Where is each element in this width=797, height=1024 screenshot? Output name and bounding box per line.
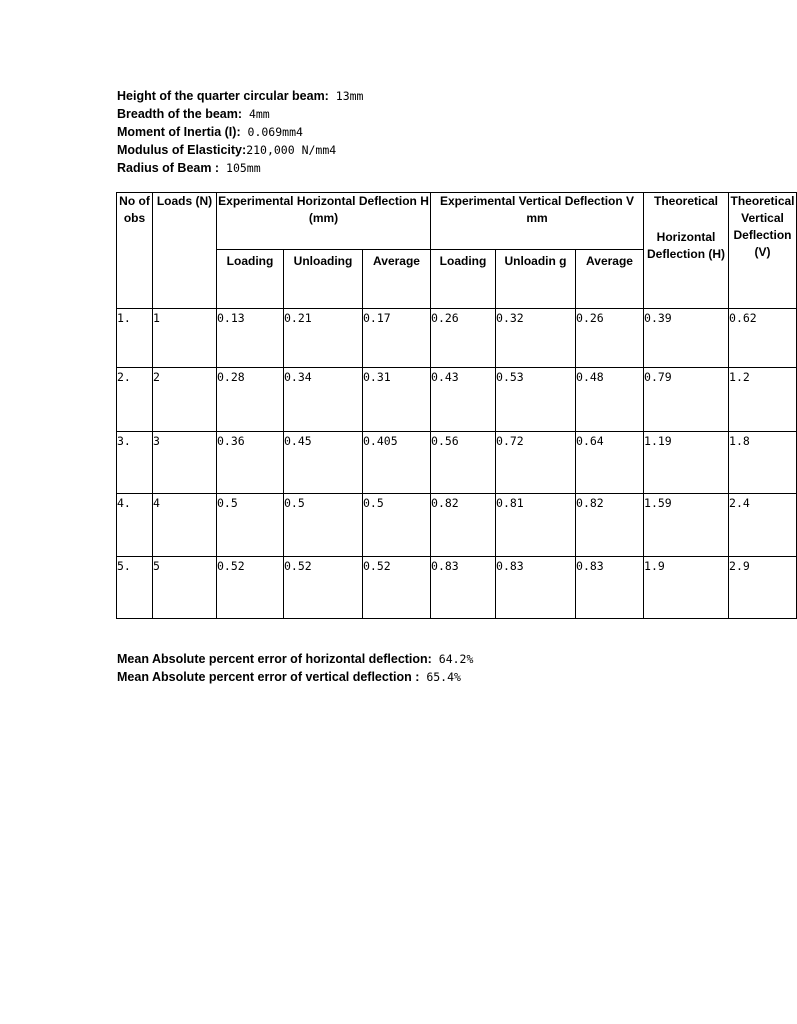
subheader-label: Loading (226, 254, 274, 268)
header-theoretical-sub: Horizontal Deflection (H) (647, 230, 726, 261)
cell-h-loading: 0.13 (217, 309, 284, 368)
cell-v-unloading: 0.83 (496, 557, 576, 619)
header-v-average (576, 250, 644, 309)
table-header-row (117, 193, 797, 250)
cell-obs: 2. (117, 368, 153, 432)
header-v-loading (431, 250, 496, 309)
cell-load: 3 (153, 432, 217, 494)
header-theoretical-label: Theoretical (654, 194, 719, 208)
param-value: 210,000 N/mm4 (246, 143, 337, 157)
header-exp-horizontal: Experimental Horizontal Deflection H (mm) (217, 193, 431, 250)
cell-theo-v: 1.8 (729, 432, 797, 494)
cell-h-unloading: 0.5 (284, 494, 363, 557)
cell-v-loading: 0.43 (431, 368, 496, 432)
beam-parameters (117, 87, 363, 177)
cell-v-average: 0.64 (576, 432, 644, 494)
param-inertia (117, 123, 363, 141)
cell-obs: 3. (117, 432, 153, 494)
cell-v-average: 0.82 (576, 494, 644, 557)
cell-h-unloading: 0.21 (284, 309, 363, 368)
cell-v-loading: 0.82 (431, 494, 496, 557)
param-value: 13mm (328, 89, 364, 103)
header-loads: Loads (N) (153, 193, 217, 309)
cell-v-average: 0.48 (576, 368, 644, 432)
param-breadth (117, 105, 363, 123)
param-value: 105mm (219, 161, 261, 175)
param-modulus (117, 141, 363, 159)
subheader-label: Unloadin g (504, 254, 567, 268)
param-value: 4mm (242, 107, 270, 121)
param-height (117, 87, 363, 105)
cell-v-unloading: 0.72 (496, 432, 576, 494)
cell-h-average: 0.52 (363, 557, 431, 619)
table-row (117, 432, 797, 494)
cell-v-unloading: 0.32 (496, 309, 576, 368)
cell-v-loading: 0.26 (431, 309, 496, 368)
cell-h-average: 0.5 (363, 494, 431, 557)
param-label: Radius of Beam : (117, 161, 220, 175)
cell-theo-h: 0.39 (644, 309, 729, 368)
subheader-label: Unloading (293, 254, 353, 268)
error-label: Mean Absolute percent error of vertical deflection : (117, 670, 420, 684)
cell-theo-h: 1.59 (644, 494, 729, 557)
cell-load: 1 (153, 309, 217, 368)
cell-h-unloading: 0.45 (284, 432, 363, 494)
param-label: Breadth of the beam: (117, 107, 243, 121)
header-h-average (363, 250, 431, 309)
cell-load: 5 (153, 557, 217, 619)
header-theoretical-horizontal (644, 193, 729, 309)
cell-theo-v: 2.4 (729, 494, 797, 557)
cell-v-loading: 0.83 (431, 557, 496, 619)
cell-load: 4 (153, 494, 217, 557)
cell-v-unloading: 0.81 (496, 494, 576, 557)
param-label: Modulus of Elasticity: (117, 143, 247, 157)
error-vertical (117, 668, 473, 686)
header-exp-vertical: Experimental Vertical Deflection V mm (431, 193, 644, 250)
param-label: Height of the quarter circular beam: (117, 89, 329, 103)
header-theoretical-label: Theoretical (730, 194, 795, 208)
cell-h-average: 0.31 (363, 368, 431, 432)
header-theoretical-vertical (729, 193, 797, 309)
cell-obs: 5. (117, 557, 153, 619)
error-summary (117, 650, 473, 686)
cell-v-loading: 0.56 (431, 432, 496, 494)
header-v-unloading (496, 250, 576, 309)
cell-obs: 4. (117, 494, 153, 557)
cell-h-loading: 0.5 (217, 494, 284, 557)
cell-h-unloading: 0.34 (284, 368, 363, 432)
header-theoretical-sub: Vertical Deflection (V) (733, 211, 792, 259)
table-row (117, 368, 797, 432)
cell-theo-h: 0.79 (644, 368, 729, 432)
cell-h-loading: 0.52 (217, 557, 284, 619)
cell-theo-v: 1.2 (729, 368, 797, 432)
header-no-of-obs: No of obs (117, 193, 153, 309)
error-value: 65.4% (419, 670, 461, 684)
subheader-label: Average (373, 254, 420, 268)
cell-h-unloading: 0.52 (284, 557, 363, 619)
cell-v-unloading: 0.53 (496, 368, 576, 432)
error-horizontal (117, 650, 473, 668)
subheader-label: Average (586, 254, 633, 268)
table-row (117, 494, 797, 557)
header-h-unloading (284, 250, 363, 309)
cell-h-average: 0.17 (363, 309, 431, 368)
cell-theo-h: 1.9 (644, 557, 729, 619)
cell-theo-h: 1.19 (644, 432, 729, 494)
table-row (117, 309, 797, 368)
table-row (117, 557, 797, 619)
param-value: 0.069mm4 (240, 125, 303, 139)
subheader-label: Loading (439, 254, 487, 268)
cell-h-average: 0.405 (363, 432, 431, 494)
deflection-table-container (116, 192, 795, 618)
cell-theo-v: 2.9 (729, 557, 797, 619)
cell-theo-v: 0.62 (729, 309, 797, 368)
param-label: Moment of Inertia (I): (117, 125, 241, 139)
header-h-loading (217, 250, 284, 309)
param-radius (117, 159, 363, 177)
cell-v-average: 0.83 (576, 557, 644, 619)
cell-obs: 1. (117, 309, 153, 368)
cell-load: 2 (153, 368, 217, 432)
cell-v-average: 0.26 (576, 309, 644, 368)
deflection-table (116, 192, 797, 619)
cell-h-loading: 0.36 (217, 432, 284, 494)
cell-h-loading: 0.28 (217, 368, 284, 432)
error-label: Mean Absolute percent error of horizontal deflection: (117, 652, 432, 666)
error-value: 64.2% (431, 652, 474, 666)
